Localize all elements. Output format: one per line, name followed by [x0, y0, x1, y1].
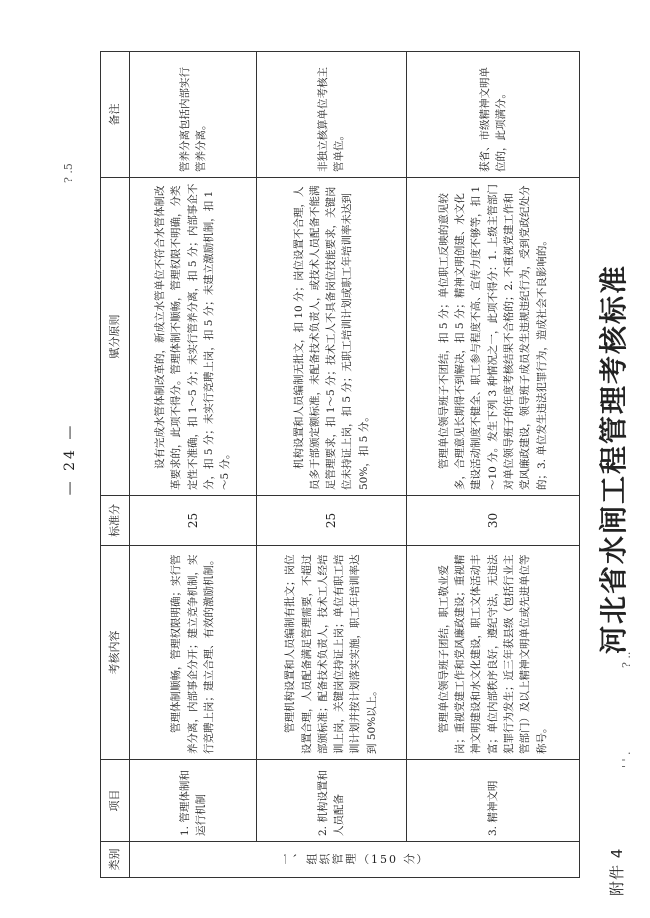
table-row — [256, 52, 406, 878]
margin-mark: ' ' . — [620, 751, 633, 768]
rule-cell — [406, 178, 579, 496]
content-text: 管理机构设置和人员编制有批文；岗位设置合理，人员配备满足管理需要，不超过部颁标准；配备技术负责人，技术工人经培训上岗，关键岗位持证上岗；单位有职工培训计划并按计划落实实施，职工年培训率达到 50%以上。 — [284, 554, 378, 754]
header-score: 标准分 — [101, 496, 130, 546]
header-rule: 赋分原则 — [101, 178, 130, 496]
header-category: 类别 — [101, 842, 130, 878]
score-cell: 25 — [130, 496, 257, 546]
assessment-table — [100, 51, 580, 878]
category-cell: 一、组织管理（150 分） — [130, 842, 580, 878]
page-number: — 24 — — [62, 422, 78, 496]
content-cell — [130, 546, 257, 760]
table-row — [406, 52, 579, 878]
header-note: 备注 — [101, 52, 130, 178]
content-cell — [406, 546, 579, 760]
header-content: 考核内容 — [101, 546, 130, 760]
document-title: 河北省水闸工程管理考核标准 — [597, 264, 630, 655]
note-cell: 管养分离包括内部实行管养分离。 — [130, 52, 257, 178]
rule-text: 设有完成水管体制改革的，新成立水管单位不符合水管体制改革要求的，此项不得分。管理体制不顺畅，管理权限不明确，分类定性不准确，扣 1～5 分；未实行管养分离，扣 5 分；内部事企不分，扣 5 分；未实行竞聘上岗，扣 5 分；未建立激励机制，扣 1～5 分。 — [154, 183, 232, 490]
content-text: 管理单位领导班子团结，职工敬业爱岗；重视党建工作和党风廉政建设；重视精神文明建设和水文化建设，职工文体活动丰富；单位内部秩序良好，遵纪守法，无违法犯罪行为发生；近三年获县级（包括行业主管部门）及以上精神文明单位或先进单位等称号。 — [437, 554, 548, 754]
margin-mark: ? .5 — [62, 163, 75, 183]
header-item: 项目 — [101, 760, 130, 842]
content-text: 管理体制顺畅，管理权限明确；实行管养分离，内部事企分开；建立竞争机制，实行竞聘上岗；建立合理、有效的激励机制。 — [170, 554, 215, 754]
table-header-row — [101, 52, 130, 878]
note-cell: 非独立核算单位考核主管单位。 — [256, 52, 406, 178]
score-cell: 30 — [406, 496, 579, 546]
note-cell: 获省、市级精神文明单位的，此项满分。 — [406, 52, 579, 178]
rule-cell — [130, 178, 257, 496]
item-cell: 3. 精神文明 — [406, 760, 579, 842]
margin-mark: ? .. — [620, 651, 633, 668]
item-cell: 1. 管理体制和运行机制 — [130, 760, 257, 842]
rule-cell — [256, 178, 406, 496]
item-cell: 2. 机构设置和人员配备 — [256, 760, 406, 842]
rule-text: 机构设置和人员编制无批文，扣 10 分；岗位设置不合理，人员多于部颁定额标准，未配备技术负责人，或技术人员配备不能满足管理要求，扣 1～5 分；技术工人不具备岗位技能要求，关键岗位未持证上岗，扣 5 分；无职工培训计划或职工年培训率未达到 50%，扣 5 分。 — [292, 185, 370, 490]
score-cell: 25 — [256, 496, 406, 546]
table-row — [130, 52, 257, 878]
attachment-label: 附件 4 — [608, 847, 626, 896]
content-cell — [256, 546, 406, 760]
rule-text: 管理单位领导班子不团结，扣 5 分；单位职工反映的意见较多，合理意见长期得不到解决，扣 5 分；精神文明创建、水文化建设活动制度不健全、职工参与程度不高、宣传力度不够等，扣 1～10 分。发生下列 3 种情况之一，此项不得分：1. 上级主管部门对单位领导班子的年度考核结果不合格的；2. 不重视党建工作和党风廉政建设，领导班子成员发生违规违纪行为，受到党政纪处分的；3. 单位发生违法犯罪行为，造成社会不良影响的。 — [437, 184, 548, 490]
